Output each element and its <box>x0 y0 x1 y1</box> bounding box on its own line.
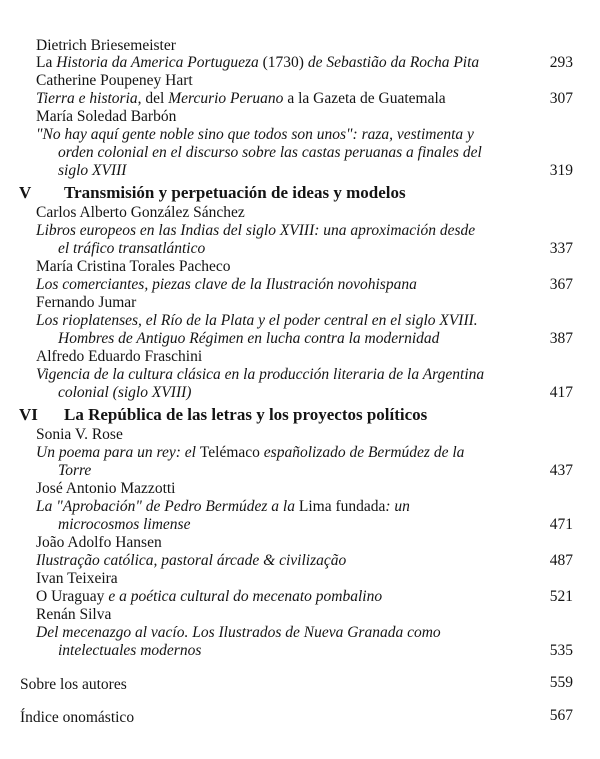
chapter-title-line: intelectuales modernos <box>58 642 202 659</box>
chapter-title: La Historia da America Portugueza (1730) de Sebastião da Rocha Pita <box>36 54 480 71</box>
author-name: Ivan Teixeira <box>36 570 118 587</box>
section-title: Transmisión y perpetuación de ideas y modelos <box>64 183 406 202</box>
chapter-title-line: Ilustração católica, pastoral árcade & civilização <box>36 552 347 569</box>
chapter-title-line: Del mecenazgo al vacío. Los Ilustrados de Nueva Granada como <box>36 624 441 641</box>
page-number: 367 <box>549 276 573 293</box>
page-number: 521 <box>549 588 573 605</box>
chapter-title-line: microcosmos limense <box>58 516 191 533</box>
author-name: Catherine Poupeney Hart <box>36 72 193 89</box>
page-number: 437 <box>549 462 573 479</box>
back-matter-label: Índice onomástico <box>20 709 135 726</box>
author-name: João Adolfo Hansen <box>36 534 162 551</box>
chapter-title-line: Un poema para un rey: el Telémaco españolizado de Bermúdez de la <box>36 444 465 461</box>
page-number: 567 <box>549 707 573 724</box>
page-number: 535 <box>549 642 573 659</box>
author-name: Carlos Alberto González Sánchez <box>36 204 245 221</box>
page-number: 337 <box>549 240 573 257</box>
chapter-title-line: Hombres de Antiguo Régimen en lucha contra la modernidad <box>58 330 440 347</box>
author-name: Dietrich Briesemeister <box>36 37 176 54</box>
chapter-title-line: siglo XVIII <box>58 162 127 179</box>
chapter-title-line: el tráfico transatlántico <box>58 240 206 257</box>
page-number: 471 <box>549 516 573 533</box>
author-name: Sonia V. Rose <box>36 426 123 443</box>
author-name: Fernando Jumar <box>36 294 137 311</box>
chapter-title-line: "No hay aquí gente noble sino que todos son unos": raza, vestimenta y <box>36 126 474 143</box>
page-number: 417 <box>549 384 573 401</box>
back-matter-label: Sobre los autores <box>20 676 127 693</box>
chapter-title-line: orden colonial en el discurso sobre las castas peruanas a finales del <box>58 144 482 161</box>
author-name: José Antonio Mazzotti <box>36 480 176 497</box>
page-number: 293 <box>549 54 573 71</box>
chapter-title-line: Vigencia de la cultura clásica en la producción literaria de la Argentina <box>36 366 485 383</box>
page-number: 307 <box>549 90 573 107</box>
section-number: V <box>19 183 32 202</box>
section-number: VI <box>19 405 38 424</box>
author-name: Renán Silva <box>36 606 112 623</box>
page-number: 319 <box>549 162 573 179</box>
chapter-title-line: Los rioplatenses, el Río de la Plata y el poder central en el siglo XVIII. <box>36 312 478 329</box>
page-number: 487 <box>549 552 573 569</box>
page-number: 559 <box>549 674 573 691</box>
page-number: 387 <box>549 330 573 347</box>
chapter-title: O Uraguay e a poética cultural do mecenato pombalino <box>36 588 383 605</box>
author-name: María Cristina Torales Pacheco <box>36 258 231 275</box>
chapter-title-line: Libros europeos en las Indias del siglo XVIII: una aproximación desde <box>36 222 476 239</box>
author-name: María Soledad Barbón <box>36 108 177 125</box>
chapter-title: Tierra e historia, del Mercurio Peruano a la Gazeta de Guatemala <box>36 90 446 107</box>
chapter-title-line: Torre <box>58 462 92 479</box>
chapter-title-line: colonial (siglo XVIII) <box>58 384 192 401</box>
author-name: Alfredo Eduardo Fraschini <box>36 348 203 365</box>
chapter-title-line: La "Aprobación" de Pedro Bermúdez a la Lima fundada: un <box>36 498 410 515</box>
chapter-title-line: Los comerciantes, piezas clave de la Ilustración novohispana <box>36 276 417 293</box>
section-title: La República de las letras y los proyectos políticos <box>64 405 428 424</box>
